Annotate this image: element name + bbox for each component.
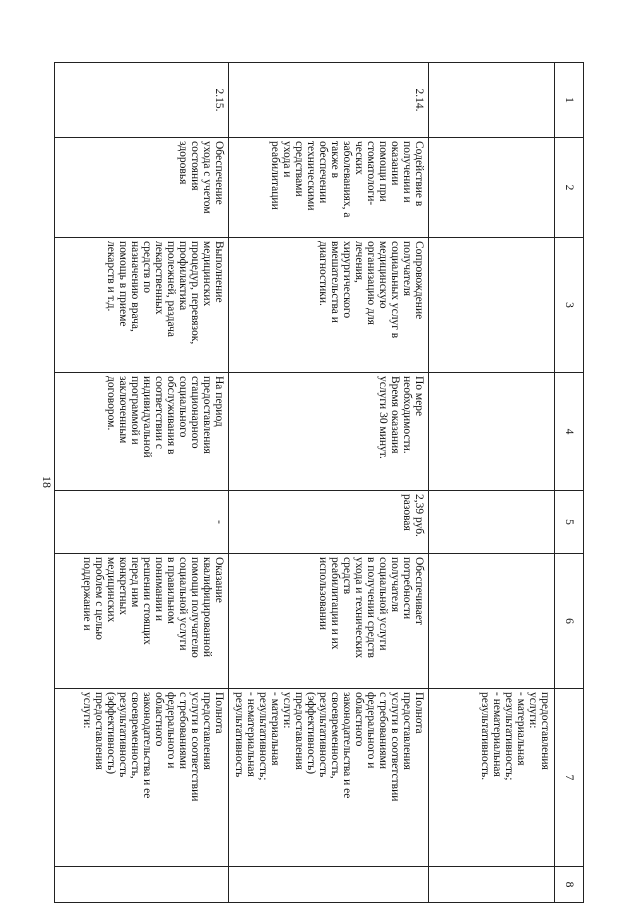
service-name-cell: Содействие в получении и оказании помощи при стоматологи- ческих заболеваниях, а также в обеспечении техническими средствами ухода и реабилитации bbox=[229, 138, 429, 238]
services-table bbox=[54, 62, 584, 903]
service-conditions-cell bbox=[429, 554, 555, 689]
service-timing-cell bbox=[429, 373, 555, 491]
rotated-table-area bbox=[40, 62, 584, 902]
header-cell-8: 8 bbox=[555, 867, 584, 903]
service-description-cell: Выполнение медицинских процедур, перевязок, профилактика пролежней, раздача лекарственных средств по назначению врача, помощь в приеме лекарств и т.д. bbox=[55, 238, 229, 373]
quality-indicators-cell: Полнота предоставления услуги в соответствии с требованиями федерального и областного законодательства и ее своевременность, результативность (эффективность) предоставления услуги: - материальная результативность; - нематериальная результативность bbox=[229, 689, 429, 867]
service-description-cell bbox=[429, 238, 555, 373]
row-number-cell: 2.14. bbox=[229, 63, 429, 138]
service-name-cell bbox=[429, 138, 555, 238]
notes-cell bbox=[229, 867, 429, 903]
service-timing-cell: На период предоставления стационарного социального обслуживания в соответствии с индивидуальной программой и заключенным договором. bbox=[55, 373, 229, 491]
quality-indicators-cell: предоставления услуги: - материальная результативность; - нематериальная результативность. bbox=[429, 689, 555, 867]
service-conditions-cell: Оказание квалифицированной помощи получателю социальной услуги в правильном понимании и решении стоящих перед ним конкретных медицинских проблем с целью поддержание и bbox=[55, 554, 229, 689]
header-cell-1: 1 bbox=[555, 63, 584, 138]
tariff-cell: 2,39 руб. разовая bbox=[229, 491, 429, 554]
service-name-cell: Обеспечение ухода с учетом состояния здоровья bbox=[55, 138, 229, 238]
header-cell-7: 7 bbox=[555, 689, 584, 867]
header-row bbox=[555, 63, 584, 903]
tariff-cell bbox=[429, 491, 555, 554]
table-row-2-14 bbox=[229, 63, 429, 903]
service-conditions-cell: Обеспечивает потребности получателя социальной услуги в получении средств ухода и технических средств реабилитации и их использовании bbox=[229, 554, 429, 689]
header-cell-3: 3 bbox=[555, 238, 584, 373]
notes-cell bbox=[55, 867, 229, 903]
table-row-2-15 bbox=[55, 63, 229, 903]
header-cell-6: 6 bbox=[555, 554, 584, 689]
header-cell-4: 4 bbox=[555, 373, 584, 491]
service-description-cell: Сопровождение получателя социальных услуг в медицинскую организацию для лечения, хирургического вмешательства и диагностики. bbox=[229, 238, 429, 373]
row-number-cell bbox=[429, 63, 555, 138]
header-cell-2: 2 bbox=[555, 138, 584, 238]
table-row-continuation bbox=[429, 63, 555, 903]
tariff-cell: - bbox=[55, 491, 229, 554]
row-number-cell: 2.15. bbox=[55, 63, 229, 138]
header-cell-5: 5 bbox=[555, 491, 584, 554]
notes-cell bbox=[429, 867, 555, 903]
service-timing-cell: По мере необходимости. Время оказания услуги 30 минут. bbox=[229, 373, 429, 491]
page-number: 18 bbox=[40, 476, 54, 488]
quality-indicators-cell: Полнота предоставления услуги в соответствии с требованиями федерального и областного законодательства и ее своевременность, результативность (эффективность) предоставления услуги: bbox=[55, 689, 229, 867]
